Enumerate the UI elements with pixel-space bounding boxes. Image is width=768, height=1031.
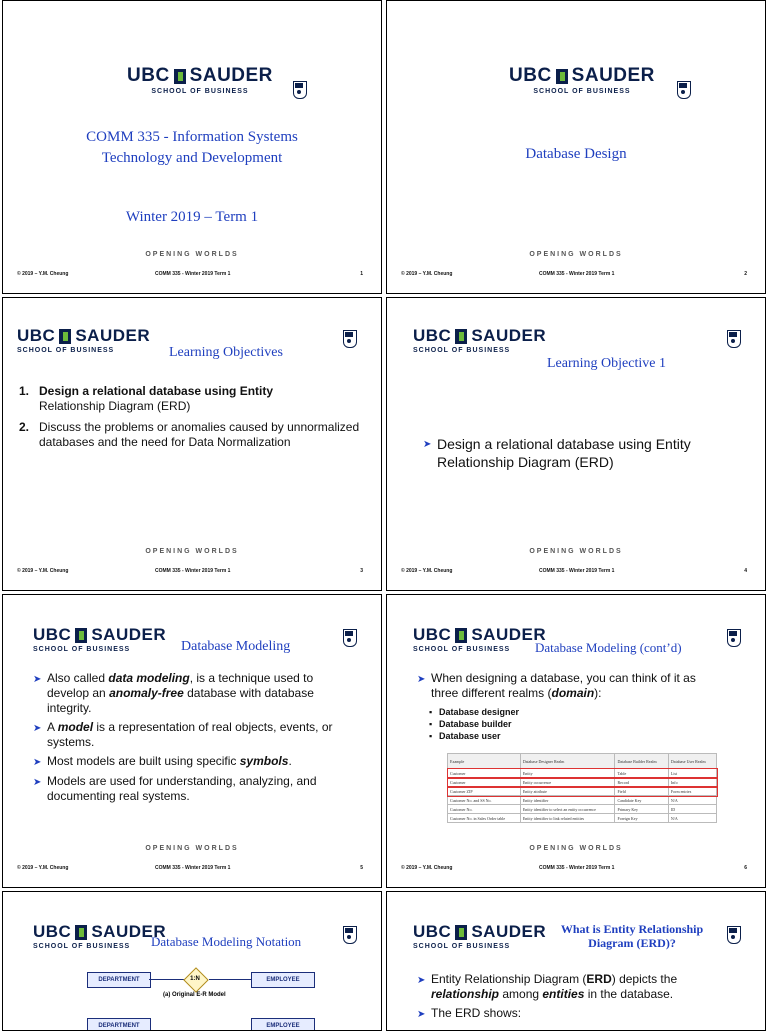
erd-entity-department: DEPARTMENT	[87, 972, 151, 988]
arrow-bullet-icon: ➤	[423, 439, 432, 450]
sauder-mark-icon	[455, 925, 467, 940]
ubc-crest-icon	[727, 926, 741, 944]
arrow-bullet-icon: ➤	[417, 1009, 426, 1020]
slide-title: Learning Objectives	[169, 345, 283, 360]
table-row: Customer Entity occurrence Record Info	[448, 778, 717, 787]
objectives-list	[19, 384, 369, 456]
bullet-item: ➤ The ERD shows:	[417, 1006, 522, 1020]
slide-title: Database Modeling Notation	[151, 934, 302, 949]
sauder-mark-icon	[455, 329, 467, 344]
bullet-item: ➤ Most models are built using specific symbols.	[33, 754, 292, 768]
slide-7	[2, 891, 382, 1031]
modeling-bullets	[33, 671, 341, 808]
sauder-mark-icon	[174, 69, 186, 84]
ubc-sauder-logo: UBC SAUDER SCHOOL OF BUSINESS	[17, 326, 151, 354]
opening-worlds-tagline: OPENING WORLDS	[529, 251, 623, 258]
slide-4: UBC SAUDER SCHOOL OF BUSINESS Learning Objective 1 ➤ Design a relational database using Entity Relationship Diagram (ERD) OPENING WORLDS © 2019 – Y.M. Cheung COMM 335 - Winter 2019 Term 1 4	[386, 297, 766, 591]
table-row: Customer No. Entity identifier to select an entity occurrence Primary Key ID	[448, 805, 717, 814]
opening-worlds-tagline: OPENING WORLDS	[145, 548, 239, 555]
arrow-bullet-icon: ➤	[33, 674, 42, 685]
realm-list	[399, 707, 745, 743]
arrow-bullet-icon: ➤	[417, 674, 426, 685]
opening-worlds-tagline: OPENING WORLDS	[145, 845, 239, 852]
objective-item: 2. Discuss the problems or anomalies caused by unnormalized databases and the need for Data Normalization	[19, 420, 360, 449]
erd-caption: (a) Original E-R Model	[163, 992, 226, 998]
opening-worlds-tagline: OPENING WORLDS	[145, 251, 239, 258]
course-title: COMM 335 - Information Systems Technology and Development	[86, 129, 298, 166]
ubc-sauder-logo: UBC SAUDER SCHOOL OF BUSINESS	[509, 65, 655, 95]
ubc-crest-icon	[343, 330, 357, 348]
arrow-bullet-icon: ➤	[33, 723, 42, 734]
ubc-sauder-logo: UBC SAUDER SCHOOL OF BUSINESS	[413, 922, 547, 950]
bullet-item: ➤ A model is a representation of real objects, events, or systems.	[33, 720, 333, 749]
slide-title: Database Modeling	[181, 639, 291, 654]
erd-bullets	[417, 972, 725, 1026]
ubc-crest-icon	[343, 629, 357, 647]
ubc-crest-icon	[677, 81, 691, 99]
slide-8	[386, 891, 766, 1031]
ubc-sauder-logo: UBC SAUDER SCHOOL OF BUSINESS	[33, 922, 167, 950]
ubc-crest-icon	[727, 330, 741, 348]
sauder-mark-icon	[59, 329, 71, 344]
arrow-bullet-icon: ➤	[417, 975, 426, 986]
table-header: Example	[448, 754, 521, 769]
erd-connector	[149, 979, 185, 980]
sauder-mark-icon	[75, 628, 87, 643]
realm-item: ▪ Database user	[429, 731, 501, 741]
slide-6: UBC SAUDER SCHOOL OF BUSINESS Database Modeling (cont’d) ➤ When designing a database, you can think of it as three different realms (domain): ▪ Database designer ▪ Database builder ▪ Database user Example Database Designer Realm Database Builder Realm Database User Realm Customer Entity Table List Customer Entity occurrence Record Info Customer ZIP Entity attribute Field Form entries Customer No. and SS No. Entity identifier Candidate Key N/A Customer No. Entity identifier to select an entity occurrence Primary Key ID Customer No. in Sales Order table Entity identifier to link related entities Foreign Key N/A OPENING WORLDS © 2019 – Y.M. Cheung COMM 335 - Winter 2019 Term 1 6	[386, 594, 766, 888]
ubc-sauder-logo: UBC SAUDER SCHOOL OF BUSINESS	[127, 65, 273, 95]
erd-entity-employee: EMPLOYEE	[251, 972, 315, 988]
ubc-sauder-logo: UBC SAUDER SCHOOL OF BUSINESS	[413, 326, 547, 354]
slide-title: Database Design	[525, 146, 627, 162]
objective-bullet: ➤ Design a relational database using Entity Relationship Diagram (ERD)	[423, 436, 691, 470]
slide-title: Database Modeling (cont’d)	[535, 640, 682, 655]
table-header: Database Designer Realm	[520, 754, 615, 769]
erd-diagram	[3, 892, 381, 1031]
erd-entity-employee: EMPLOYEE	[251, 1018, 315, 1031]
table-row: Customer Entity Table List	[448, 769, 717, 778]
objective-item: 1. Design a relational database using Entity Relationship Diagram (ERD)	[19, 384, 274, 413]
arrow-bullet-icon: ➤	[33, 757, 42, 768]
bullet-item: ➤ Also called data modeling, is a technique used to develop an anomaly-free database with database integrity.	[33, 671, 314, 715]
erd-connector	[209, 979, 251, 980]
realms-intro: ➤ When designing a database, you can think of it as three different realms (domain):	[417, 671, 696, 700]
ubc-crest-icon	[293, 81, 307, 99]
realms-table	[447, 753, 717, 823]
erd-entity-department: DEPARTMENT	[87, 1018, 151, 1031]
sauder-mark-icon	[556, 69, 568, 84]
slide-1: UBC SAUDER SCHOOL OF BUSINESS COMM 335 - Information Systems Technology and Development Winter 2019 – Term 1 OPENING WORLDS © 2019 – Y.M. Cheung COMM 335 - Winter 2019 Term 1 1	[2, 0, 382, 294]
arrow-bullet-icon: ➤	[33, 777, 42, 788]
opening-worlds-tagline: OPENING WORLDS	[529, 845, 623, 852]
realm-item: ▪ Database designer	[429, 707, 520, 717]
opening-worlds-tagline: OPENING WORLDS	[529, 548, 623, 555]
ubc-sauder-logo: UBC SAUDER SCHOOL OF BUSINESS	[33, 625, 167, 653]
sauder-mark-icon	[455, 628, 467, 643]
term-subtitle: Winter 2019 – Term 1	[125, 209, 259, 225]
slide-title: Learning Objective 1	[547, 356, 666, 371]
ubc-sauder-logo: UBC SAUDER SCHOOL OF BUSINESS	[413, 625, 547, 653]
slide-5: UBC SAUDER SCHOOL OF BUSINESS Database Modeling ➤ Also called data modeling, is a technique used to develop an anomaly-free database with database integrity. ➤ A model is a representation of real objects, events, or systems. ➤ Most models are built using specific symbols. ➤ Models are used for understanding, analyzing, and documenting real systems. OPENING WORLDS © 2019 – Y.M. Cheung COMM 335 - Winter 2019 Term 1 5	[2, 594, 382, 888]
bullet-item: ➤ Models are used for understanding, analyzing, and documenting real systems.	[33, 774, 317, 803]
table-header: Database User Realm	[668, 754, 716, 769]
slide-title: What is Entity Relationship Diagram (ERD)?	[560, 922, 704, 950]
slide-2: UBC SAUDER SCHOOL OF BUSINESS Database Design OPENING WORLDS © 2019 – Y.M. Cheung COMM 335 - Winter 2019 Term 1 2	[386, 0, 766, 294]
table-row: Customer ZIP Entity attribute Field Form entries	[448, 787, 717, 796]
table-header: Database Builder Realm	[615, 754, 668, 769]
bullet-item: ➤ Entity Relationship Diagram (ERD) depicts the relationship among entities in the database.	[417, 972, 678, 1001]
table-row: Customer No. and SS No. Entity identifier Candidate Key N/A	[448, 796, 717, 805]
ubc-crest-icon	[727, 629, 741, 647]
realm-item: ▪ Database builder	[429, 719, 512, 729]
table-row: Customer No. in Sales Order table Entity identifier to link related entities Foreign Key N/A	[448, 814, 717, 823]
erd-relationship-label: 1:N	[190, 976, 200, 982]
slide-3: UBC SAUDER SCHOOL OF BUSINESS Learning Objectives 1. Design a relational database using Entity Relationship Diagram (ERD) 2. Discuss the problems or anomalies caused by unnormalized databases and the need for Data Normalization OPENING WORLDS © 2019 – Y.M. Cheung COMM 335 - Winter 2019 Term 1 3	[2, 297, 382, 591]
